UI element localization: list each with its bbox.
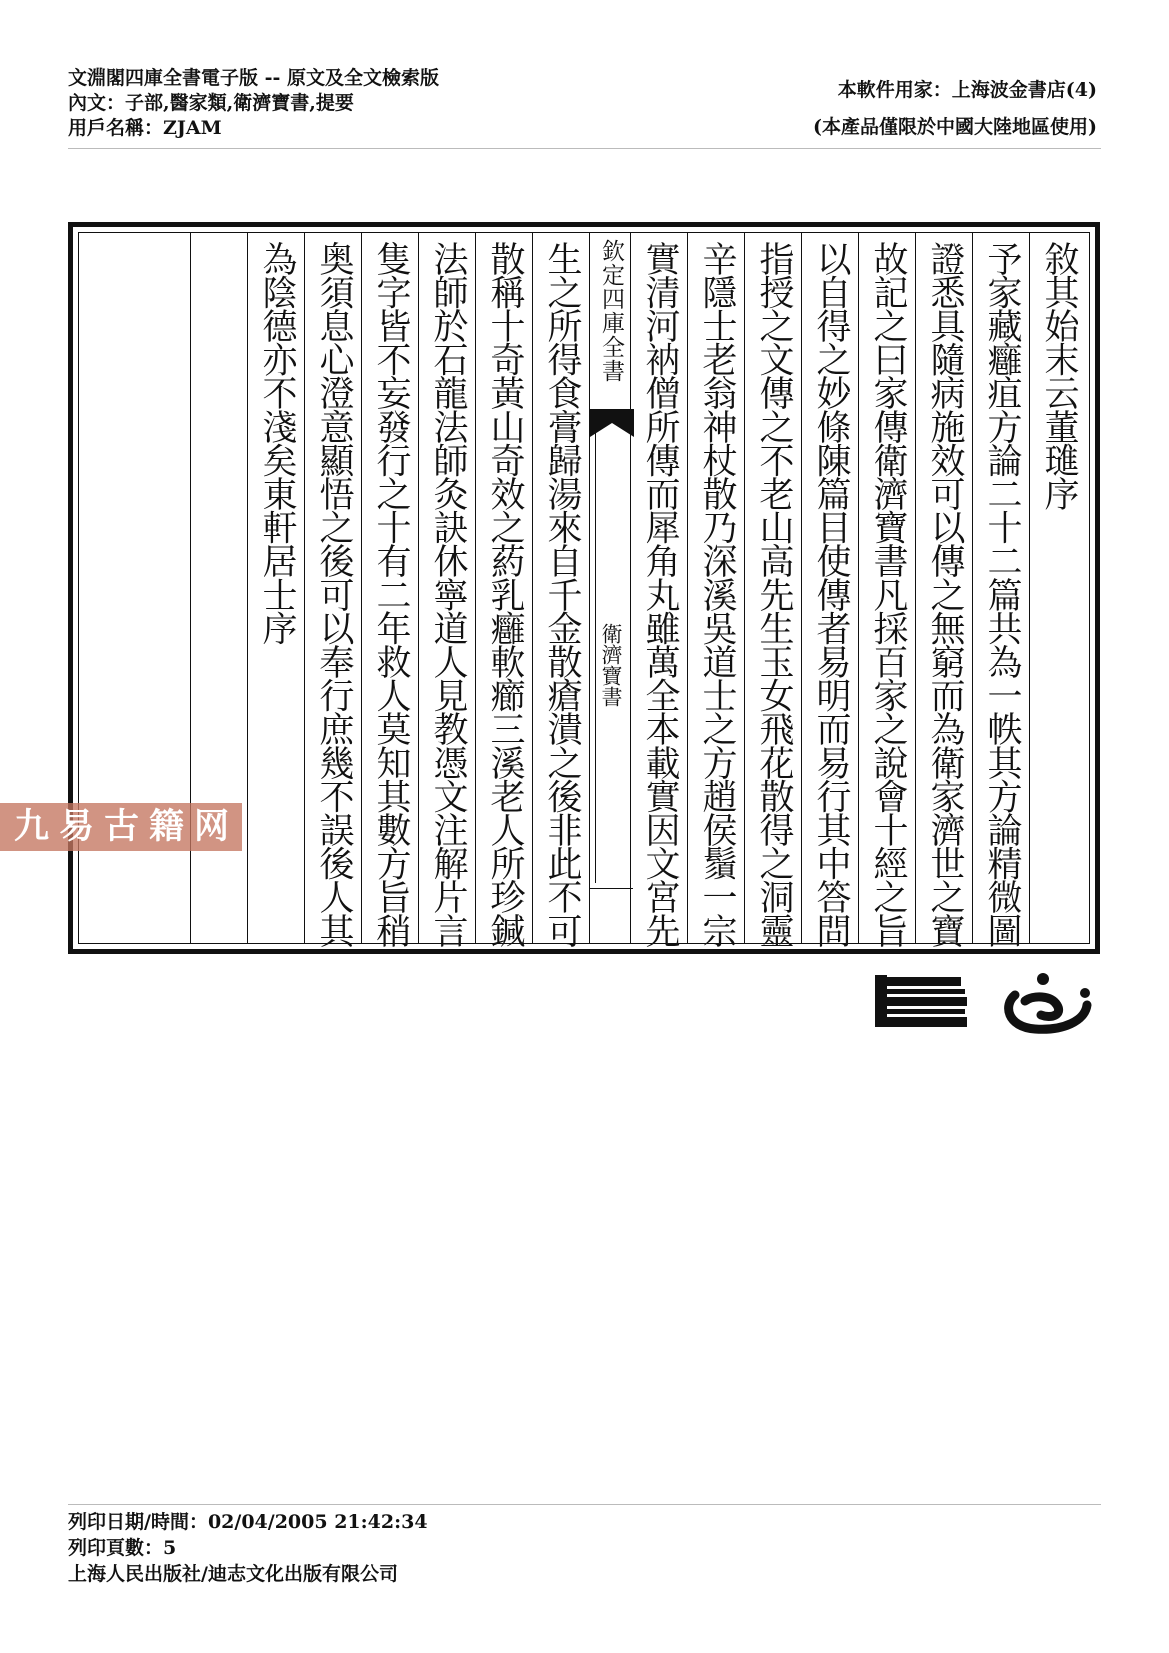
text-column xyxy=(801,233,861,947)
column-text: 敘其始末云董璡序 xyxy=(1039,241,1079,510)
user-name: 用戶名稱：ZJAM xyxy=(68,117,222,139)
book-title: 欽定四庫全書 xyxy=(598,239,624,383)
column-text: 奥須息心澄意顯悟之後可以奉行庶幾不誤後人其 xyxy=(314,241,354,947)
licensee: 本軟件用家：上海波金書店(4) xyxy=(837,79,1097,101)
text-column xyxy=(1029,233,1089,943)
column-text: 為陰德亦不淺矣東軒居士序 xyxy=(257,241,297,645)
text-column xyxy=(418,233,478,947)
seal-mark-icon xyxy=(875,965,1095,1037)
center-fold-column xyxy=(589,233,633,943)
text-column xyxy=(915,233,975,947)
column-text: 證悉具隨病施效可以傳之無窮而為衛家濟世之寶 xyxy=(925,241,965,947)
text-column xyxy=(858,233,918,947)
text-column xyxy=(247,233,307,943)
text-column xyxy=(630,233,690,947)
column-text: 以自得之妙條陳篇目使傳者易明而易行其中答問 xyxy=(811,241,851,947)
text-column xyxy=(687,233,747,947)
column-text: 指授之文傳之不老山高先生玉女飛花散得之洞靈 xyxy=(754,241,794,947)
header-right xyxy=(813,72,1097,146)
fishtail-icon xyxy=(590,409,634,439)
footer-divider xyxy=(68,1504,1101,1505)
column-text: 故記之曰家傳衛濟寶書凡採百家之說會十經之旨 xyxy=(868,241,908,947)
text-column xyxy=(744,233,804,947)
column-text: 生之所得食膏歸湯來自千金散瘡潰之後非此不可 xyxy=(542,241,582,947)
column-text: 法師於石龍法師灸訣休寧道人見教憑文注解片言 xyxy=(428,241,468,947)
header-divider xyxy=(68,148,1101,149)
footer xyxy=(68,1509,428,1587)
text-column xyxy=(304,233,364,947)
publisher: 上海人民出版社/迪志文化出版有限公司 xyxy=(68,1563,398,1585)
column-text: 予家藏癰疽方論二十二篇共為一帙其方論精微圖 xyxy=(982,241,1022,947)
header-left xyxy=(68,66,439,141)
text-column xyxy=(361,233,421,947)
column-text: 散稱十奇黃山奇效之葯乳癰軟癤三溪老人所珍鍼 xyxy=(485,241,525,947)
text-column xyxy=(972,233,1032,947)
content-path: 內文：子部,醫家類,衛濟寶書,提要 xyxy=(68,92,354,114)
print-pages: 列印頁數：5 xyxy=(68,1537,177,1559)
center-rule xyxy=(590,888,633,889)
text-column xyxy=(475,233,535,947)
watermark: 九易古籍网 xyxy=(0,803,242,851)
column-text: 辛隱士老翁神杖散乃深溪吳道士之方趙侯鬚一宗 xyxy=(697,241,737,947)
text-column xyxy=(532,233,592,947)
print-datetime: 列印日期/時間：02/04/2005 21:42:34 xyxy=(68,1511,428,1533)
column-text: 實清河衲僧所傳而犀角丸雖萬全本載實因文宮先 xyxy=(640,241,680,947)
column-text: 隻字皆不妄發行之十有二年救人莫知其數方旨稍 xyxy=(371,241,411,947)
software-title: 文淵閣四庫全書電子版 -- 原文及全文檢索版 xyxy=(68,67,440,89)
chapter-title: 衛濟寶書 xyxy=(599,623,623,707)
region-notice: (本產品僅限於中國大陸地區使用) xyxy=(813,116,1097,138)
